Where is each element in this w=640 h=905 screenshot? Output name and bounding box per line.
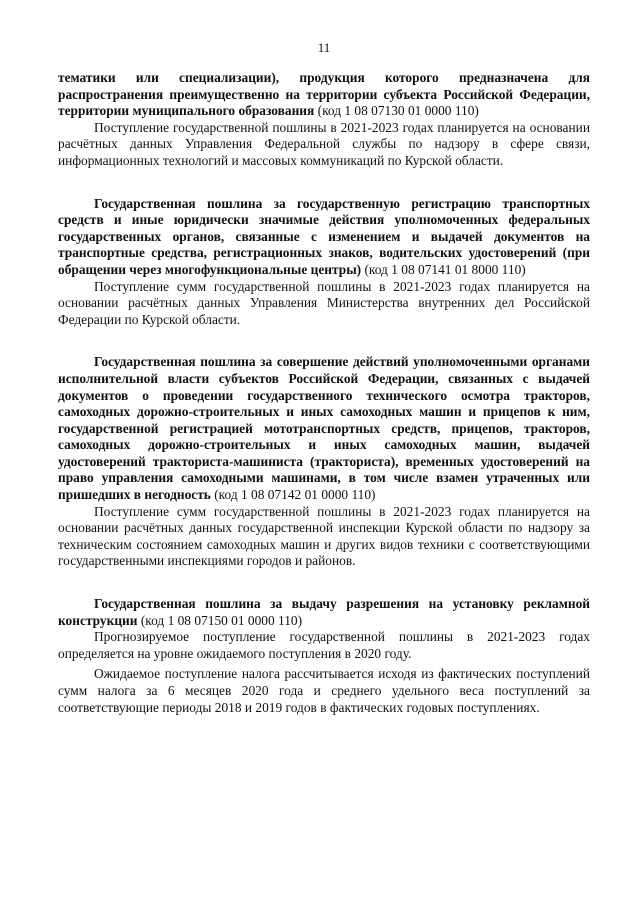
section3-paragraph-1: Прогнозируемое поступление государственной пошлины в 2021-2023 годах определяется на уровне ожидаемого поступления в 2020 году. (58, 629, 590, 661)
section1-heading (58, 196, 590, 279)
section3-heading-text: Государственная пошлина за выдачу разрешения на установку рекламной конструкции (58, 596, 590, 628)
page-number: 11 (317, 40, 331, 55)
section3-code: (код 1 08 07150 01 0000 110) (137, 612, 303, 628)
intro-heading (58, 70, 590, 120)
intro-heading-text: тематики или специализации), продукция которого предназначена для распространения преимущественно на территории субъекта Российской Федерации, территории муниципального образования (58, 70, 590, 119)
section1-paragraph: Поступление сумм государственной пошлины в 2021-2023 годах планируется на основании расчётных данных Управления Министерства внутренних дел Российской Федерации по Курской области. (58, 278, 590, 327)
section-spacer (58, 570, 590, 596)
section1-heading-text: Государственная пошлина за государственную регистрацию транспортных средств и иные юридически значимые действия уполномоченных федеральных государственных органов, связанные с изменением и выдачей документов на транспортные средства, регистрационных знаков, водительских удостоверений (при обращении через многофункциональные центры) (58, 195, 590, 277)
section2-heading (58, 354, 590, 503)
section2-heading-text: Государственная пошлина за совершение действий уполномоченными органами исполнительной власти субъектов Российской Федерации, связанных с выдачей документов о проведении государственного технического осмотра тракторов, самоходных дорожно-строительных и иных самоходных машин и прицепов к ним, государственной регистрацией мототранспортных средств, прицепов, тракторов, самоходных дорожно-строительных и иных самоходных машин, выдачей удостоверений тракториста-машиниста (тракториста), временных удостоверений на право управления самоходными машинами, в том числе взамен утраченных или пришедших в негодность (58, 354, 590, 503)
section-spacer (58, 328, 590, 354)
section3-paragraph-2: Ожидаемое поступление налога рассчитывается исходя из фактических поступлений сумм налога за 6 месяцев 2020 года и среднего удельного веса поступлений за соответствующие периоды 2018 и 2019 годов в фактических годовых поступлениях. (58, 666, 590, 715)
intro-paragraph: Поступление государственной пошлины в 2021-2023 годах планируется на основании расчётных данных Управления Федеральной службы по надзору в сфере связи, информационных технологий и массовых коммуникаций по Курской области. (58, 119, 590, 168)
intro-code: (код 1 08 07130 01 0000 110) (314, 103, 479, 119)
section-spacer (58, 170, 590, 196)
section2-code: (код 1 08 07142 01 0000 110) (210, 487, 376, 503)
section3-heading (58, 596, 590, 629)
section2-paragraph: Поступление сумм государственной пошлины в 2021-2023 годах планируется на основании расчётных данных государственной инспекции Курской области по надзору за техническим состоянием самоходных машин и других видов техники с соответствующими государственными инспекциями городов и районов. (58, 503, 590, 569)
section1-code: (код 1 08 07141 01 8000 110) (361, 261, 526, 277)
